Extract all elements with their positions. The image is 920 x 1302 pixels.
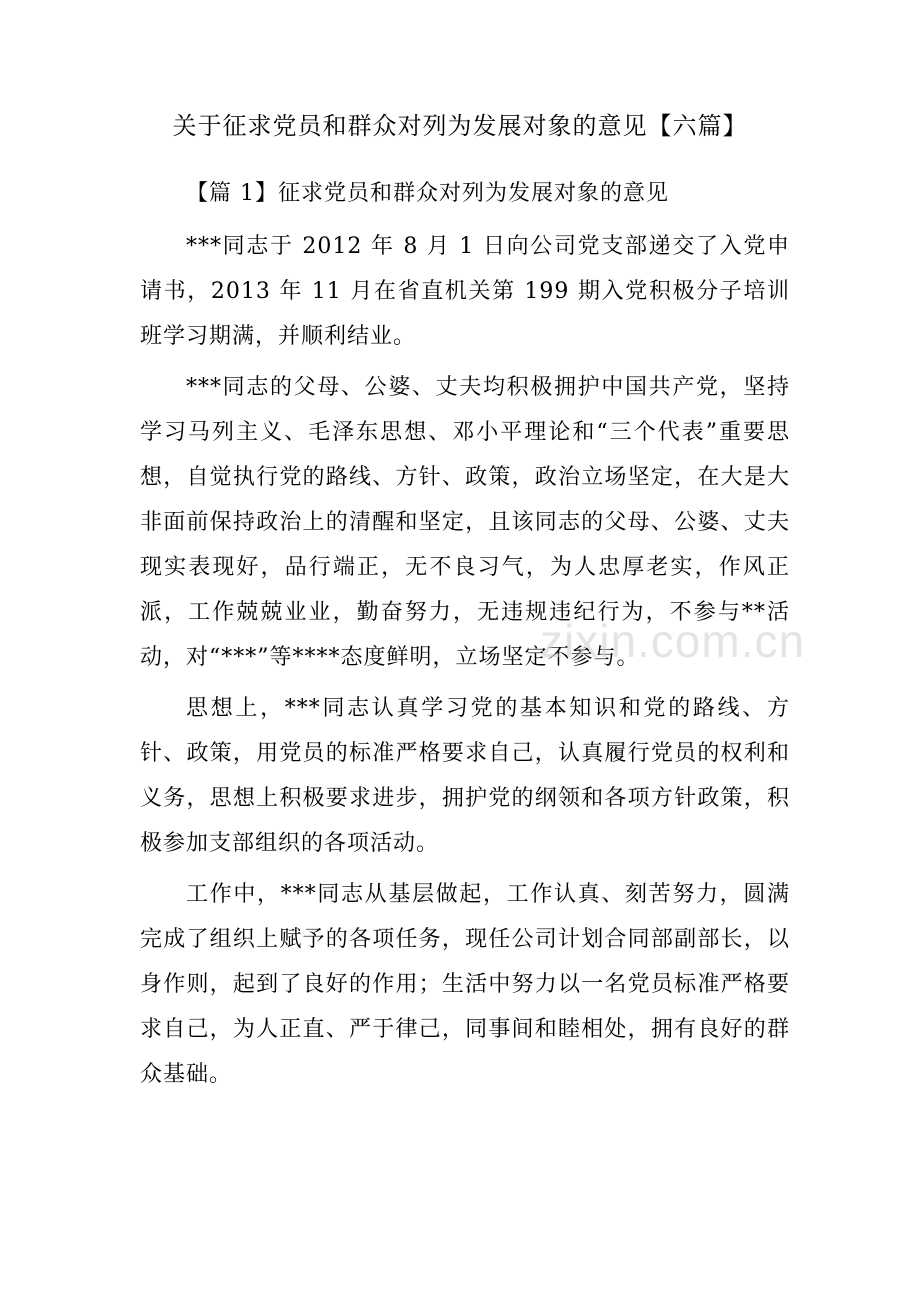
paragraph-4: 工作中，***同志从基层做起，工作认真、刻苦努力，圆满完成了组织上赋予的各项任务，现任公司计划合同部副部长，以身作则，起到了良好的作用；生活中努力以一名党员标准严格要求自己，为人正直、严于律己，同事间和睦相处，拥有良好的群众基础。 bbox=[140, 882, 790, 1087]
document-body bbox=[140, 224, 790, 1103]
watermark: zixin.com.cn bbox=[540, 615, 806, 667]
paragraph-2: ***同志的父母、公婆、丈夫均积极拥护中国共产党，坚持学习马列主义、毛泽东思想、邓小平理论和“三个代表”重要思想，自觉执行党的路线、方针、政策，政治立场坚定，在大是大非面前保持政治上的清醒和坚定，且该同志的父母、公婆、丈夫现实表现好，品行端正，无不良习气，为人忠厚老实，作风正派，工作兢兢业业，勤奋努力，无违规违纪行为，不参与**活动，对“***”等****态度鲜明，立场坚定不参与。 bbox=[140, 375, 790, 670]
paragraph-1: ***同志于 2012 年 8 月 1 日向公司党支部递交了入党申请书，2013 年 11 月在省直机关第 199 期入党积极分子培训班学习期满，并顺利结业。 bbox=[140, 234, 790, 349]
section-heading: 【篇 1】征求党员和群众对列为发展对象的意见 bbox=[186, 181, 669, 206]
paragraph-3: 思想上，***同志认真学习党的基本知识和党的路线、方针、政策，用党员的标准严格要求自己，认真履行党员的权利和义务，思想上积极要求进步，拥护党的纲领和各项方针政策，积极参加支部组织的各项活动。 bbox=[140, 696, 790, 856]
document-title: 关于征求党员和群众对列为发展对象的意见【六篇】 bbox=[172, 112, 748, 140]
